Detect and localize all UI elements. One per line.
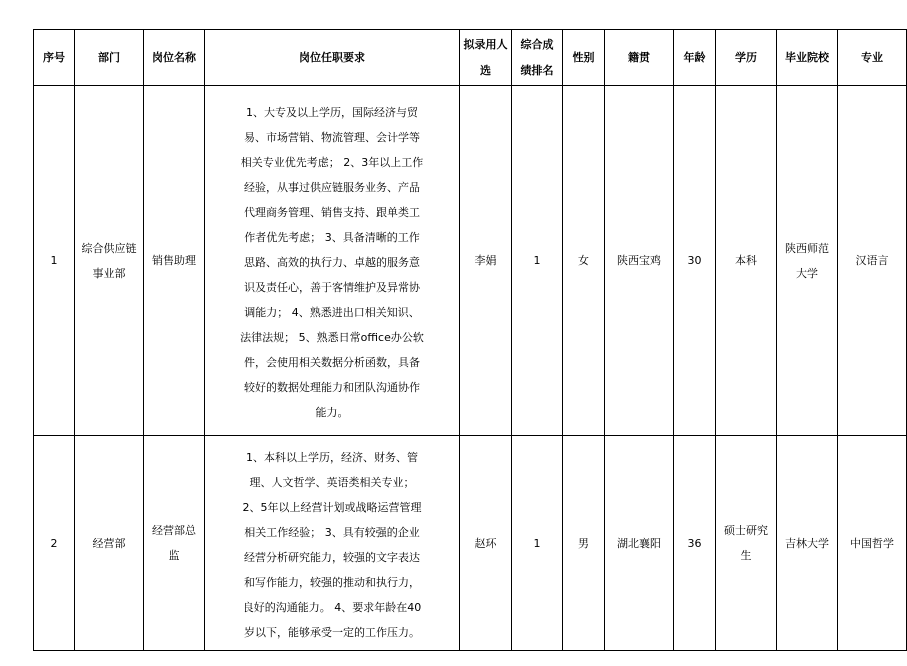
header-school: 毕业院校 xyxy=(777,30,838,86)
cell-gender: 女 xyxy=(563,86,605,436)
header-index: 序号 xyxy=(34,30,75,86)
cell-education: 本科 xyxy=(716,86,777,436)
cell-age: 36 xyxy=(674,436,716,651)
cell-rank: 1 xyxy=(512,86,563,436)
header-row xyxy=(34,30,907,86)
requirements-text: 1、大专及以上学历，国际经济与贸 易、市场营销、物流管理、会计学等 相关专业优先考虑； 2、3年以上工作 经验，从事过供应链服务业务、产品 代理商务管理、销售支持、跟单类工 作者优先考虑； 3、具备清晰的工作 思路、高效的执行力、卓越的服务意 识及责任心，善于客情维护及异常协 调能力； 4、熟悉进出口相关知识、 法律法规； 5、熟悉日常office办公软 件，会使用相关数据分析函数，具备 较好的数据处理能力和团队沟通协作 能力。 xyxy=(240,105,424,419)
cell-origin: 陕西宝鸡 xyxy=(605,86,674,436)
cell-school: 吉林大学 xyxy=(777,436,838,651)
cell-rank: 1 xyxy=(512,436,563,651)
cell-candidate: 李娟 xyxy=(460,86,512,436)
header-gender: 性别 xyxy=(563,30,605,86)
cell-candidate: 赵环 xyxy=(460,436,512,651)
header-candidate: 拟录用人 选 xyxy=(460,30,512,86)
cell-major: 汉语言 xyxy=(838,86,907,436)
table-row xyxy=(34,86,907,436)
header-rank: 综合成 绩排名 xyxy=(512,30,563,86)
recruitment-table xyxy=(33,29,907,651)
cell-origin: 湖北襄阳 xyxy=(605,436,674,651)
cell-age: 30 xyxy=(674,86,716,436)
header-department: 部门 xyxy=(75,30,144,86)
header-requirements: 岗位任职要求 xyxy=(205,30,460,86)
table-row xyxy=(34,436,907,651)
requirements-text: 1、本科以上学历，经济、财务、管 理、人文哲学、英语类相关专业； 2、5年以上经营计划或战略运营管理 相关工作经验； 3、具有较强的企业 经营分析研究能力，较强的文字表达 和写作能力，较强的推动和执行力， 良好的沟通能力。 4、要求年龄在40 岁以下，能够承受一定的工作压力。 xyxy=(242,450,422,639)
cell-school: 陕西师范 大学 xyxy=(777,86,838,436)
cell-major: 中国哲学 xyxy=(838,436,907,651)
cell-education: 硕士研究 生 xyxy=(716,436,777,651)
header-age: 年龄 xyxy=(674,30,716,86)
cell-position: 经营部总 监 xyxy=(144,436,205,651)
header-major: 专业 xyxy=(838,30,907,86)
header-position: 岗位名称 xyxy=(144,30,205,86)
cell-index: 1 xyxy=(34,86,75,436)
header-education: 学历 xyxy=(716,30,777,86)
cell-department: 经营部 xyxy=(75,436,144,651)
cell-requirements xyxy=(205,86,460,436)
cell-department: 综合供应链 事业部 xyxy=(75,86,144,436)
cell-position: 销售助理 xyxy=(144,86,205,436)
cell-index: 2 xyxy=(34,436,75,651)
header-origin: 籍贯 xyxy=(605,30,674,86)
cell-gender: 男 xyxy=(563,436,605,651)
cell-requirements xyxy=(205,436,460,651)
